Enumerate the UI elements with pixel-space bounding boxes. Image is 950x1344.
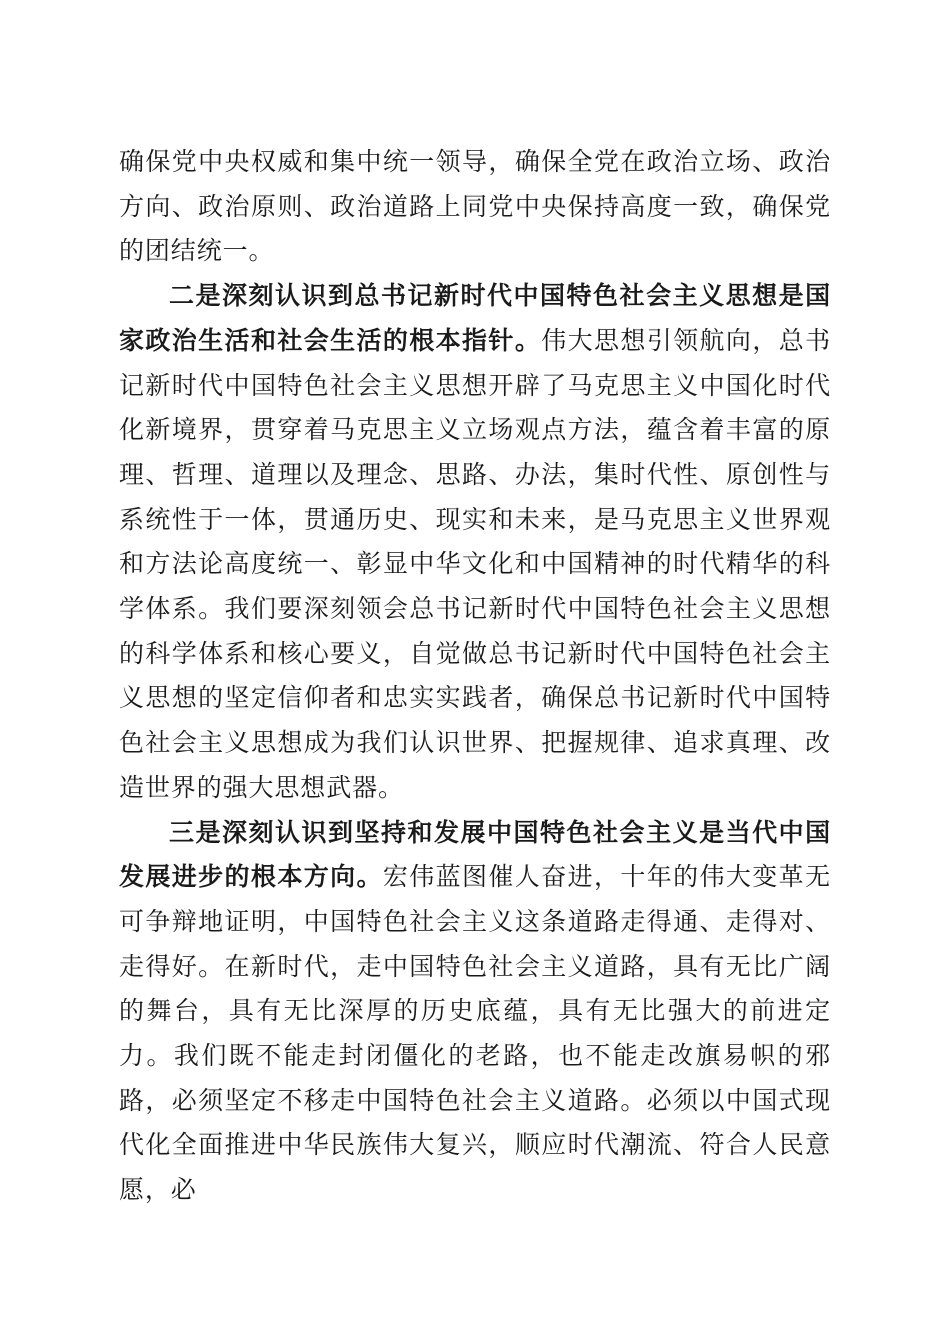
paragraph-3-heading: 三是深刻认识到坚持和发展中国特色社会主义是当代中国发展进步的根本方向。: [119, 817, 831, 892]
paragraph-continuation: [119, 140, 831, 274]
paragraph-point-two: [119, 274, 831, 810]
paragraph-2-text: 伟大思想引领航向，总书记新时代中国特色社会主义思想开辟了马克思主义中国化时代化新境界，贯穿着马克思主义立场观点方法，蕴含着丰富的原理、哲理、道理以及理念、思路、办法，集时代性、原创性与系统性于一体，贯通历史、现实和未来，是马克思主义世界观和方法论高度统一、彰显中华文化和中国精神的时代精华的科学体系。我们要深刻领会总书记新时代中国特色社会主义思想的科学体系和核心要义，自觉做总书记新时代中国特色社会主义思想的坚定信仰者和忠实实践者，确保总书记新时代中国特色社会主义思想成为我们认识世界、把握规律、追求真理、改造世界的强大思想武器。: [119, 325, 831, 802]
paragraph-1-text: 确保党中央权威和集中统一领导，确保全党在政治立场、政治方向、政治原则、政治道路上同党中央保持高度一致，确保党的团结统一。: [119, 147, 831, 266]
document-body: [119, 140, 831, 1213]
paragraph-point-three: [119, 811, 831, 1213]
paragraph-3-text: 宏伟蓝图催人奋进，十年的伟大变革无可争辩地证明，中国特色社会主义这条道路走得通、走得对、走得好。在新时代，走中国特色社会主义道路，具有无比广阔的舞台，具有无比深厚的历史底蕴，具有无比强大的前进定力。我们既不能走封闭僵化的老路，也不能走改旗易帜的邪路，必须坚定不移走中国特色社会主义道路。必须以中国式现代化全面推进中华民族伟大复兴，顺应时代潮流、符合人民意愿，必: [119, 862, 831, 1205]
paragraph-2-heading: 二是深刻认识到总书记新时代中国特色社会主义思想是国家政治生活和社会生活的根本指针。: [119, 281, 831, 355]
